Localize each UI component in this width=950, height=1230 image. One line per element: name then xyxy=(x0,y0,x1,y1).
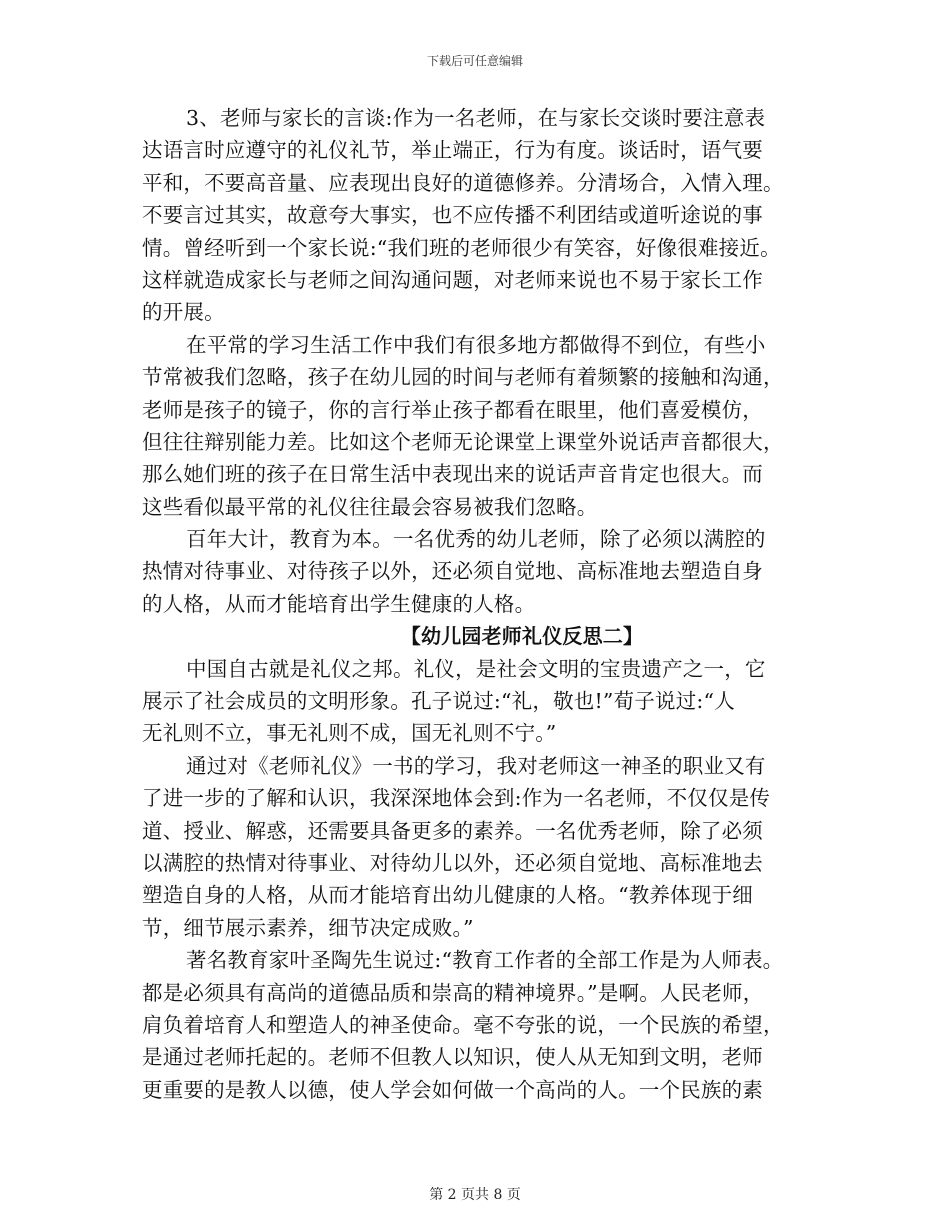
text-line: 都是必须具有高尚的道德品质和崇高的精神境界。”是啊。人民老师， xyxy=(142,980,764,1005)
text-line: 达语言时应遵守的礼仪礼节，举止端正，行为有度。谈话时，语气要 xyxy=(142,138,763,163)
text-line: 节常被我们忽略，孩子在幼儿园的时间与老师有着频繁的接触和沟通， xyxy=(142,365,784,390)
text-line: 但往往辩别能力差。比如这个老师无论课堂上课堂外说话声音都很大， xyxy=(142,429,784,454)
text-line: 是通过老师托起的。老师不但教人以知识，使人从无知到文明，老师 xyxy=(142,1045,763,1070)
text-line: 这些看似最平常的礼仪往往最会容易被我们忽略。 xyxy=(142,494,598,519)
text-line: 百年大计，教育为本。一名优秀的幼儿老师，除了必须以满腔的 xyxy=(186,527,766,552)
text-line: 老师是孩子的镜子，你的言行举止孩子都看在眼里，他们喜爱模仿， xyxy=(142,397,763,422)
text-line: 那么她们班的孩子在日常生活中表现出来的说话声音肯定也很大。而 xyxy=(142,462,763,487)
text-line: 节，细节展示素养，细节决定成败。” xyxy=(142,915,474,940)
page-footer: 第 2 页共 8 页 xyxy=(429,1187,521,1203)
text-line: 的人格，从而才能培育出学生健康的人格。 xyxy=(142,591,536,616)
text-line: 不要言过其实，故意夸大事实，也不应传播不利团结或道听途说的事 xyxy=(142,203,763,228)
text-line: 的开展。 xyxy=(142,300,225,325)
document-body xyxy=(142,102,832,1106)
text-line: 平和，不要高音量、应表现出良好的道德修养。分清场合，入情入理。 xyxy=(142,170,784,195)
page-header: 下载后可任意编辑 xyxy=(426,54,523,68)
text-line: 道、授业、解惑，还需要具备更多的素养。一名优秀老师，除了必须 xyxy=(142,818,763,843)
text-line: 3、老师与家长的言谈:作为一名老师，在与家长交谈时要注意表 xyxy=(186,106,766,130)
text-line: 在平常的学习生活工作中我们有很多地方都做得不到位，有些小 xyxy=(186,332,766,357)
section-heading: 【幼儿园老师礼仪反思二】 xyxy=(400,624,644,649)
text-line: 以满腔的热情对待事业、对待幼儿以外，还必须自觉地、高标准地去 xyxy=(142,850,763,875)
text-line: 塑造自身的人格，从而才能培育出幼儿健康的人格。“教养体现于细 xyxy=(142,883,753,908)
text-line: 热情对待事业、对待孩子以外，还必须自觉地、高标准地去塑造自身 xyxy=(142,559,763,584)
text-line: 更重要的是教人以德，使人学会如何做一个高尚的人。一个民族的素 xyxy=(142,1077,763,1102)
text-line: 情。曾经听到一个家长说:“我们班的老师很少有笑容，好像很难接近。 xyxy=(142,235,781,260)
text-line: 著名教育家叶圣陶先生说过:“教育工作者的全部工作是为人师表。 xyxy=(186,948,784,973)
text-line: 中国自古就是礼仪之邦。礼仪，是社会文明的宝贵遗产之一，它 xyxy=(186,656,766,681)
text-line: 肩负着培育人和塑造人的神圣使命。毫不夸张的说，一个民族的希望， xyxy=(142,1012,784,1037)
text-line: 通过对《老师礼仪》一书的学习，我对老师这一神圣的职业又有 xyxy=(186,753,766,778)
text-line: 展示了社会成员的文明形象。孔子说过:“礼，敬也!”荀子说过:“人 xyxy=(142,689,735,714)
text-line: 了进一步的了解和认识，我深深地体会到:作为一名老师，不仅仅是传 xyxy=(142,786,771,811)
text-line: 无礼则不立，事无礼则不成，国无礼则不宁。” xyxy=(142,721,557,746)
text-line: 这样就造成家长与老师之间沟通问题，对老师来说也不易于家长工作 xyxy=(142,267,763,292)
